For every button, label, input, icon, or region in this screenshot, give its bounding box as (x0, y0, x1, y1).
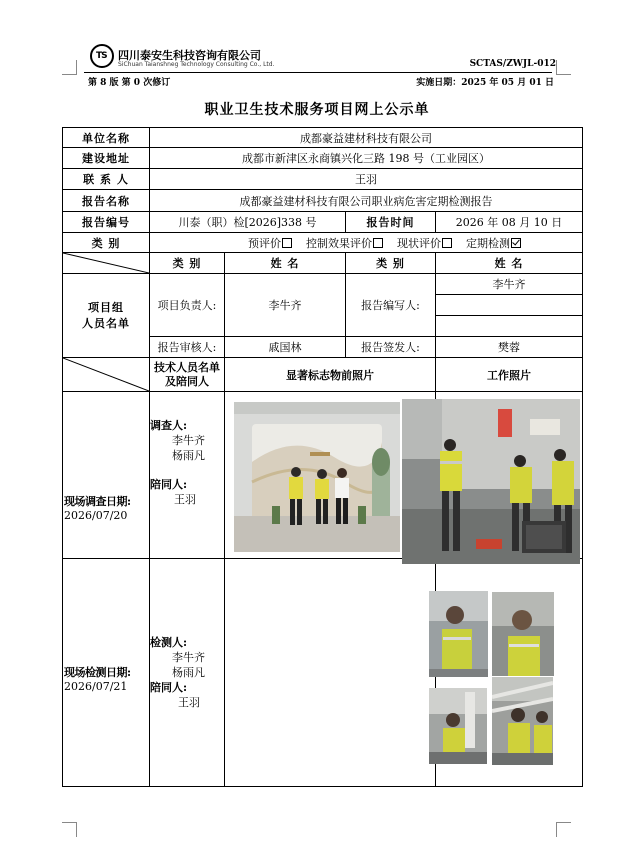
writer-name-3 (436, 316, 583, 337)
unit-label: 单位名称 (63, 128, 150, 148)
type-label: 类 别 (63, 233, 150, 253)
detect-date: 2026/07/21 (64, 680, 128, 693)
page-title: 职业卫生技术服务项目网上公示单 (204, 102, 430, 118)
detect-date-label: 现场检测日期: (64, 666, 131, 679)
contact-value: 王羽 (150, 169, 583, 190)
report-time-label: 报告时间 (346, 212, 436, 233)
reviewer-label: 报告审核人: (150, 337, 225, 358)
detect-escort: 王羽 (178, 696, 200, 709)
survey-staff-label: 调查人: (150, 419, 188, 432)
implementation-date: 实施日期：2025 年 05 月 01 日 (416, 78, 554, 88)
members-col-name2: 姓 名 (436, 253, 583, 274)
report-name-value: 成都豪益建材科技有限公司职业病危害定期检测报告 (150, 190, 583, 212)
report-number-label: 报告编号 (63, 212, 150, 233)
document-code: SCTAS/ZWJL-012 (469, 59, 556, 69)
company-name-cn: 四川泰安生科技咨询有限公司 (118, 49, 261, 62)
unit-value: 成都豪益建材科技有限公司 (150, 128, 583, 148)
work-photo-detect-3 (429, 688, 487, 764)
checkbox-periodic-detection[interactable] (511, 238, 521, 248)
detect-sign-photo-cell (225, 559, 436, 787)
header-divider (84, 72, 552, 73)
survey-date-cell (63, 392, 150, 559)
address-label: 建设地址 (63, 148, 150, 169)
crop-mark-top-left (62, 60, 77, 75)
work-photo-survey (402, 399, 580, 564)
work-photo-detect-2 (492, 592, 554, 676)
address-value: 成都市新津区永商镇兴化三路 198 号（工业园区） (150, 148, 583, 169)
survey-date: 2026/07/20 (64, 508, 128, 522)
contact-label: 联 系 人 (63, 169, 150, 190)
version-text: 第 8 版 第 0 次修订 (88, 78, 171, 88)
writer-name-2 (436, 295, 583, 316)
survey-date-label: 现场调查日期: (64, 494, 131, 508)
members-col-type: 类 别 (150, 253, 225, 274)
detect-staff-label: 检测人: (150, 636, 188, 649)
report-number-value: 川泰（职）检[2026]338 号 (150, 212, 346, 233)
leader-name: 李牛齐 (225, 274, 346, 337)
work-photo-detect-1 (429, 591, 488, 677)
checkbox-control-effect[interactable] (373, 238, 383, 248)
checkbox-status-evaluation[interactable] (442, 238, 452, 248)
writer-label: 报告编写人: (346, 274, 436, 337)
detect-escort-label: 陪同人: (150, 681, 188, 694)
company-name-en: SiChuan Taianshneg Technology Consulting Co., Ltd. (118, 61, 275, 68)
survey-escort-label: 陪同人: (150, 478, 188, 491)
sign-photo-header: 显著标志物前照片 (225, 358, 436, 392)
type-option-control: 控制效果评价 (306, 237, 383, 250)
survey-staff-2: 杨雨凡 (172, 449, 205, 462)
survey-staff-cell (150, 392, 225, 559)
work-photo-detect-4 (492, 677, 553, 765)
checkbox-pre-evaluation[interactable] (282, 238, 292, 248)
detect-staff-2: 杨雨凡 (172, 666, 205, 679)
crop-mark-bottom-left (62, 822, 77, 837)
members-col-type2: 类 别 (346, 253, 436, 274)
project-group-label: 项目组 人员名单 (63, 274, 150, 358)
tech-staff-header: 技术人员名单 及陪同人 (150, 358, 225, 392)
issuer-label: 报告签发人: (346, 337, 436, 358)
company-logo (90, 44, 114, 68)
type-option-status: 现状评价 (397, 237, 452, 250)
logo-text: TS (96, 51, 107, 61)
detect-date-cell (63, 559, 150, 787)
members-col-name: 姓 名 (225, 253, 346, 274)
writer-name-1: 李牛齐 (436, 274, 583, 295)
photos-diagonal-cell (63, 358, 150, 392)
members-diagonal-cell (63, 253, 150, 274)
issuer-name: 樊蓉 (436, 337, 583, 358)
detect-staff-cell (150, 559, 225, 787)
crop-mark-bottom-right (556, 822, 571, 837)
work-photo-header: 工作照片 (436, 358, 583, 392)
detect-staff-1: 李牛齐 (172, 651, 205, 664)
report-time-value: 2026 年 08 月 10 日 (436, 212, 583, 233)
reviewer-name: 戚国林 (225, 337, 346, 358)
leader-label: 项目负责人: (150, 274, 225, 337)
survey-staff-1: 李牛齐 (172, 434, 205, 447)
report-name-label: 报告名称 (63, 190, 150, 212)
type-options (150, 233, 583, 253)
type-option-pre: 预评价 (248, 237, 292, 250)
sign-photo-survey (234, 402, 400, 552)
type-option-periodic: 定期检测 (466, 237, 521, 250)
crop-mark-top-right (556, 60, 571, 75)
survey-escort: 王羽 (174, 493, 196, 506)
